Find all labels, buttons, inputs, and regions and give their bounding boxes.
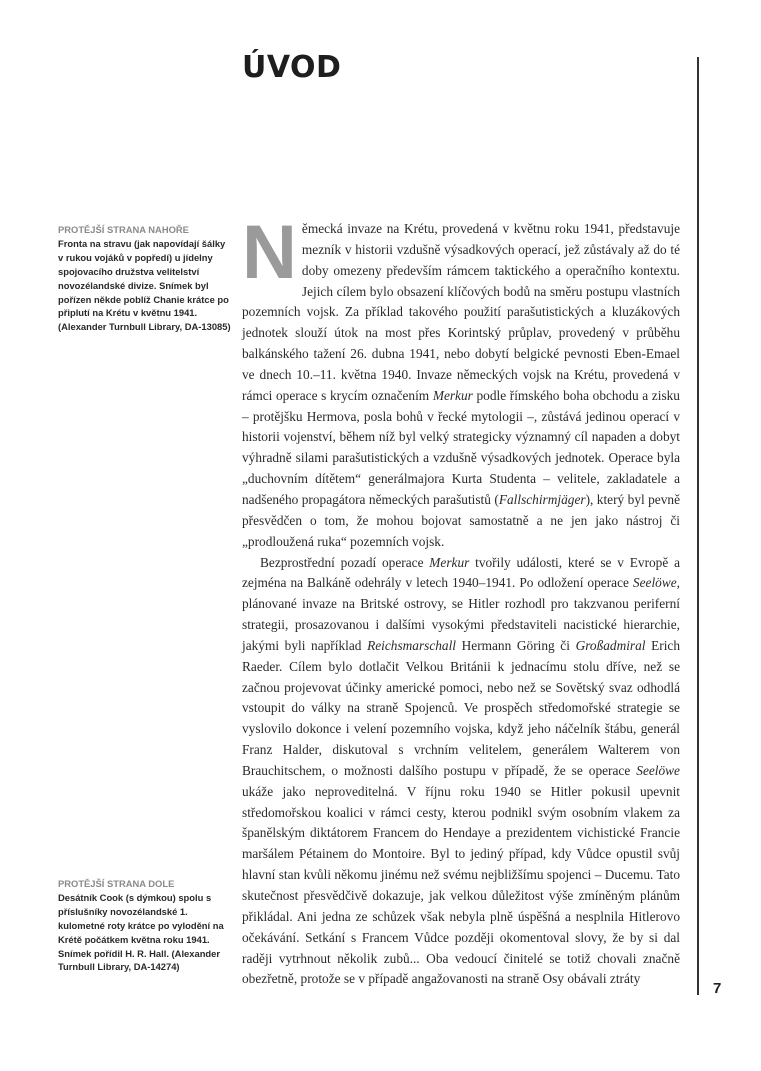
text-run: Bezprostřední pozadí operace [260,554,430,570]
paragraph-1-content [242,210,680,549]
caption-top-heading: PROTĚJŠÍ STRANA NAHOŘE [58,224,189,235]
text-run: ), který byl pevně přesvědčen o tom, že mohou bojovat samostatně a ne jen jako nástroj či „prodloužená ruka“ pozemních vojsk. [242,491,680,549]
caption-top [58,223,233,334]
text-run: tvořily události, které se v Evropě a zejména na Balkáně odehrály v letech 1940–1941. Po odložení operace [242,554,680,591]
text-run: ěmecká invaze na Krétu, provedená v květnu roku 1941, představuje mezník v historii vzdušně výsadkových operací, jež zůstávaly až do té doby omezeny především rámcem taktického a operačního kontextu. Jejich cílem bylo obsazení klíčových bodů na směru postupu vlastních pozemních vojsk. Za příklad takového použití parašutistických a kluzákových jednotek slouží útok na most přes Korintský průplav, provedený v průběhu balkánského tažení 26. dubna 1941, nebo dobytí belgické pevnosti Eben-Emael ve dnech 10.–11. května 1940. Invaze německých vojsk na Krétu, provedená v rámci operace s krycím označením [242,221,680,403]
text-run: podle římského boha obchodu a zisku – protějšku Hermova, posla bohů v řecké mytologii –, zůstává jedinou operací v historii vojenství, během níž byl velký strategicky významný cíl napaden a dobyt výhradně silami parašutistických a vzdušně výsadkových jednotek. Operace byla „duchovním dítětem“ generálmajora Kurta Studenta – velitele, zakladatele a nadšeného propagátora německých parašutistů ( [242,387,680,507]
italic-term: Merkur [429,554,470,570]
vertical-rule [697,57,699,995]
text-run: Hermann Göring či [456,637,576,653]
caption-bottom-text: Desátník Cook (s dýmkou) spolu s příslušníky novozélandské 1. kulometné roty krátce po vylodění na Krétě počátkem května roku 1941. Snímek pořídil H. R. Hall. (Alexander Turnbull Library, DA-14274) [58,891,224,973]
paragraph-2 [242,553,680,991]
italic-term: Fallschirmjäger [498,491,586,507]
italic-term: Merkur [432,387,473,403]
text-run: ukáže jako neproveditelná. V říjnu roku 1940 se Hitler pokusil upevnit středomořskou koalici v rámci cesty, kterou podnikl svým osobním vlakem za španělským diktátorem Francem do Hendaye a prezidentem vichistické Francie maršálem Pétainem do Montoire. Byl to jediný případ, kdy Vůdce opustil svůj hlavní stan kvůli někomu jinému než svému nejbližšímu spojenci – Ducemu. Tato skutečnost přesvědčivě dokazuje, jak velkou důležitost výše zmíněným plánům přikládal. Ani jedna ze schůzek však nebyla plně úspěšná a nesplnila Hitlerovo očekávání. Setkání s Francem Vůdce později okomentoval slovy, že by si dal raději vytrhnout několik zubů... Oba vedoucí činitelé se totiž chovali značně obezřetně, protože se v případě angažovanosti na straně Osy obávali ztráty [242,783,680,987]
italic-term: Seelöwe [632,575,677,591]
italic-term: Reichsmarschall [367,637,457,653]
italic-term: Seelöwe [636,762,680,778]
paragraph-1 [242,210,680,553]
page-number: 7 [713,980,722,997]
drop-cap: N [242,210,297,295]
text-run: , plánované invaze na Britské ostrovy, se Hitler rozhodl pro takzvanou periferní strategii, prosazovanou i dalšími vysokými představiteli nacistické hierarchie, jakými byli například [242,575,680,653]
chapter-title: ÚVOD [242,50,342,85]
paragraph-2-content [242,555,680,987]
caption-bottom [58,877,233,974]
caption-top-text: Fronta na stravu (jak napovídají šálky v rukou vojáků v popředí) u jídelny spojovacího družstva velitelství novozélandské divize. Snímek byl pořízen někde poblíž Chanie krátce po připlutí na Krétu v květnu 1941. (Alexander Turnbull Library, DA-13085) [58,237,231,333]
text-run: Erich Raeder. Cílem bylo dotlačit Velkou Británii k jednacímu stolu dříve, než se začnou projevovat účinky americké pomoci, nebo než se Sovětský svaz odhodlá vstoupit do války na straně Spojenců. Ve prospěch středomořské strategie se vyslovilo dokonce i velení pozemního vojska, když jeho náčelník štábu, generál Franz Halder, diskutoval s vrchním velitelem, generálem Walterem von Brauchitschem, o možnosti dalšího postupu v případě, že se operace [242,637,681,778]
body-text [242,210,681,990]
italic-term: Großadmiral [575,637,646,653]
caption-bottom-heading: PROTĚJŠÍ STRANA DOLE [58,878,175,889]
